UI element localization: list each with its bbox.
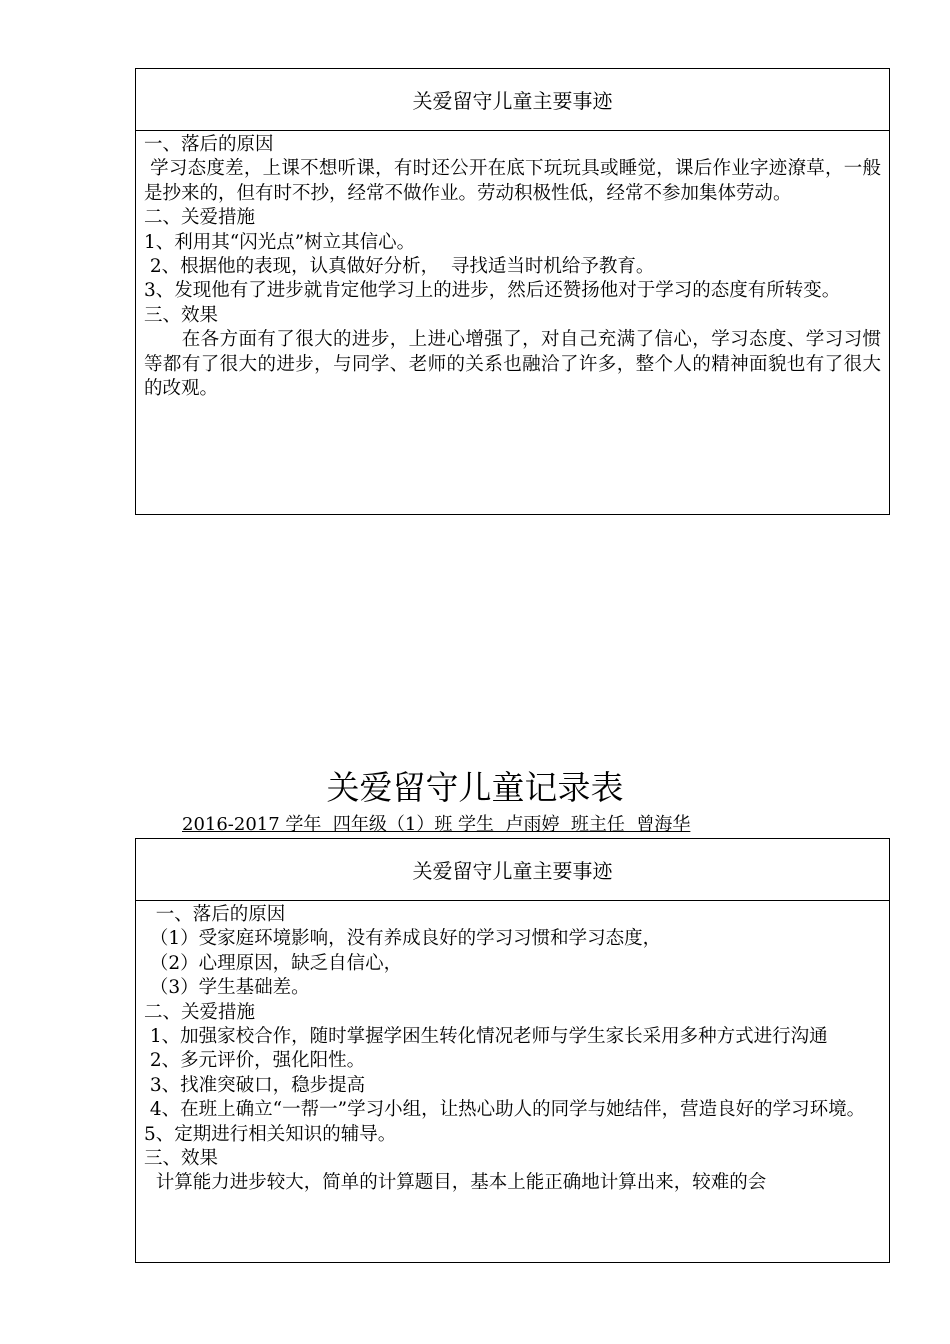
- table-body: [136, 131, 889, 401]
- record-info-line: 2016-2017 学年 四年级（1）班 学生 卢雨婷 班主任 曾海华: [182, 814, 691, 835]
- list-item: 2、根据他的表现，认真做好分析， 寻找适当时机给予教育。: [144, 256, 655, 278]
- body-paragraph: 计算能力进步较大，简单的计算题目，基本上能正确地计算出来，较难的会: [144, 1172, 767, 1194]
- page-title: 关爱留守儿童记录表: [326, 768, 624, 807]
- table-header: 关爱留守儿童主要事迹: [136, 69, 889, 131]
- section-heading-reasons: 一、落后的原因: [144, 134, 274, 155]
- section-heading-reasons: 一、落后的原因: [144, 904, 286, 925]
- table-body: [136, 901, 889, 1196]
- list-item: 2、多元评价，强化阳性。: [144, 1050, 366, 1072]
- table-header: 关爱留守儿童主要事迹: [136, 839, 889, 901]
- record-table-1: [135, 68, 890, 515]
- section-heading-effects: 三、效果: [144, 1148, 219, 1170]
- list-item: 1、利用其“闪光点”树立其信心。: [144, 231, 416, 253]
- section-heading-effects: 三、效果: [144, 304, 219, 326]
- list-item: 3、找准突破口，稳步提高: [144, 1074, 366, 1096]
- list-item: 5、定期进行相关知识的辅导。: [144, 1123, 397, 1145]
- body-paragraph: 学习态度差，上课不想听课，有时还公开在底下玩玩具或睡觉，课后作业字迹潦草，一般是抄来的，但有时不抄，经常不做作业。劳动积极性低，经常不参加集体劳动。: [144, 158, 881, 204]
- section-heading-measures: 二、关爱措施: [144, 1001, 256, 1023]
- section-heading-measures: 二、关爱措施: [144, 207, 256, 229]
- body-paragraph: 在各方面有了很大的进步，上进心增强了，对自己充满了信心，学习态度、学习习惯等都有了很大的进步，与同学、老师的关系也融洽了许多，整个人的精神面貌也有了很大的改观。: [144, 329, 881, 400]
- list-item: （1）受家庭环境影响，没有养成良好的学习习惯和学习态度，: [144, 928, 662, 950]
- list-item: 1、加强家校合作，随时掌握学困生转化情况老师与学生家长采用多种方式进行沟通: [144, 1026, 828, 1048]
- list-item: （2）心理原因，缺乏自信心，: [144, 952, 403, 974]
- record-table-2: [135, 838, 890, 1263]
- list-item: （3）学生基础差。: [144, 977, 310, 999]
- list-item: 3、发现他有了进步就肯定他学习上的进步，然后还赞扬他对于学习的态度有所转变。: [144, 280, 841, 302]
- list-item: 4、在班上确立“一帮一”学习小组，让热心助人的同学与她结伴，营造良好的学习环境。: [144, 1099, 866, 1121]
